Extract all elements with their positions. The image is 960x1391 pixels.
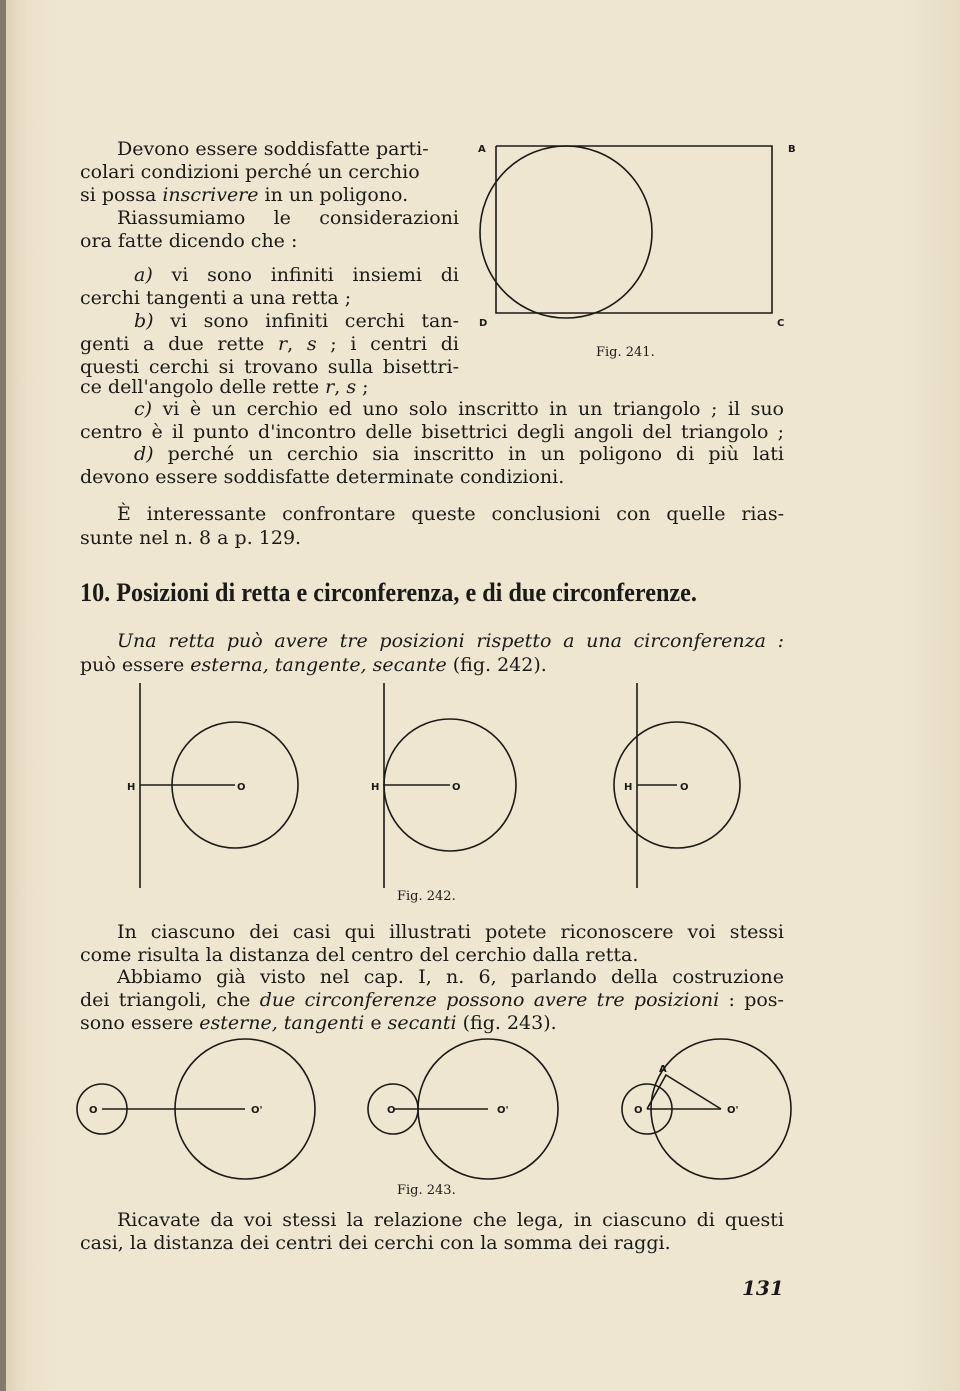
list-item-c-line-2: centro è il punto d'incontro delle bisettrici degli angoli del triangolo ;	[80, 421, 784, 443]
intro-line-3: si possa inscrivere in un poligono.	[80, 184, 409, 206]
para1-line-2: sunte nel n. 8 a p. 129.	[80, 527, 302, 549]
fig-242-label-o-2: O	[452, 782, 461, 793]
fig-242-drawing	[140, 683, 740, 888]
para3-line-2: come risulta la distanza del centro del cerchio dalla retta.	[80, 944, 639, 966]
fig-242-label-o-3: O	[680, 782, 689, 793]
list-item-d-line-1: d) perché un cerchio sia inscritto in un poligono di più lati	[134, 443, 784, 465]
fig-243-label-o-2: O	[387, 1105, 396, 1116]
intro-line-1: Devono essere soddisfatte parti-	[117, 138, 429, 160]
intro-line-2: colari condizioni perché un cerchio	[80, 161, 420, 183]
intro-line-4: Riassumiamo le considerazioni	[117, 207, 459, 229]
para1-line-1: È interessante confrontare queste conclusioni con quelle rias-	[117, 503, 784, 525]
para3-line-4: dei triangoli, che due circonferenze possono avere tre posizioni : pos-	[80, 989, 784, 1011]
section-heading: 10. Posizioni di retta e circonferenza, e di due circonferenze.	[80, 578, 697, 607]
para4-line-2: casi, la distanza dei centri dei cerchi con la somma dei raggi.	[80, 1232, 671, 1254]
list-item-a-line-1: a) vi sono infiniti insiemi di	[134, 264, 459, 286]
fig-241-label-c: C	[777, 318, 785, 329]
list-item-c-line-1: c) vi è un cerchio ed uno solo inscritto in un triangolo ; il suo	[134, 398, 784, 420]
list-item-a-line-2: cerchi tangenti a una retta ;	[80, 287, 352, 309]
fig-241-caption: Fig. 241.	[596, 345, 655, 360]
fig-243-label-o2-2: O'	[497, 1105, 509, 1116]
emphasis-inscrivere: inscrivere	[162, 184, 259, 206]
list-item-b-line-3: questi cerchi si trovano sulla bisettri-	[80, 356, 459, 378]
intro-line-5: ora fatte dicendo che :	[80, 230, 298, 252]
fig-242-label-o-1: O	[237, 782, 246, 793]
fig-241-drawing	[480, 146, 772, 318]
fig-243-label-o-1: O	[89, 1105, 98, 1116]
fig-241-label-b: B	[788, 144, 796, 155]
para2-line-2: può essere esterna, tangente, secante (fig. 242).	[80, 654, 547, 676]
fig-241-circle	[480, 146, 652, 318]
page-number: 131	[742, 1276, 784, 1300]
fig-241-label-d: D	[479, 318, 488, 329]
para3-line-5: sono essere esterne, tangenti e secanti (fig. 243).	[80, 1012, 557, 1034]
para3-line-3: Abbiamo già visto nel cap. I, n. 6, parlando della costruzione	[117, 966, 784, 988]
para2-line-1: Una retta può avere tre posizioni rispetto a una circonferenza :	[117, 630, 784, 652]
fig-243-caption: Fig. 243.	[397, 1183, 456, 1198]
para3-line-1: In ciascuno dei casi qui illustrati potete riconoscere voi stessi	[117, 921, 784, 943]
para4-line-1: Ricavate da voi stessi la relazione che lega, in ciascuno di questi	[117, 1209, 784, 1231]
fig-242-label-h-2: H	[371, 782, 380, 793]
list-item-b-line-1: b) vi sono infiniti cerchi tan-	[134, 310, 459, 332]
fig-242-label-h-3: H	[624, 782, 633, 793]
fig-243-label-a: A	[659, 1064, 667, 1075]
fig-241-quadrilateral	[496, 146, 772, 313]
fig-243-label-o-3: O	[634, 1105, 643, 1116]
fig-243-label-o2-1: O'	[251, 1105, 263, 1116]
fig-242-caption: Fig. 242.	[397, 889, 456, 904]
fig-243-label-o2-3: O'	[727, 1105, 739, 1116]
list-item-b-line-4: ce dell'angolo delle rette r, s ;	[80, 376, 369, 398]
fig-242-label-h-1: H	[127, 782, 136, 793]
fig-241-label-a: A	[478, 144, 486, 155]
list-item-d-line-2: devono essere soddisfatte determinate condizioni.	[80, 466, 565, 488]
fig-243-drawing	[77, 1039, 791, 1179]
list-item-b-line-2: genti a due rette r, s ; i centri di	[80, 333, 460, 355]
